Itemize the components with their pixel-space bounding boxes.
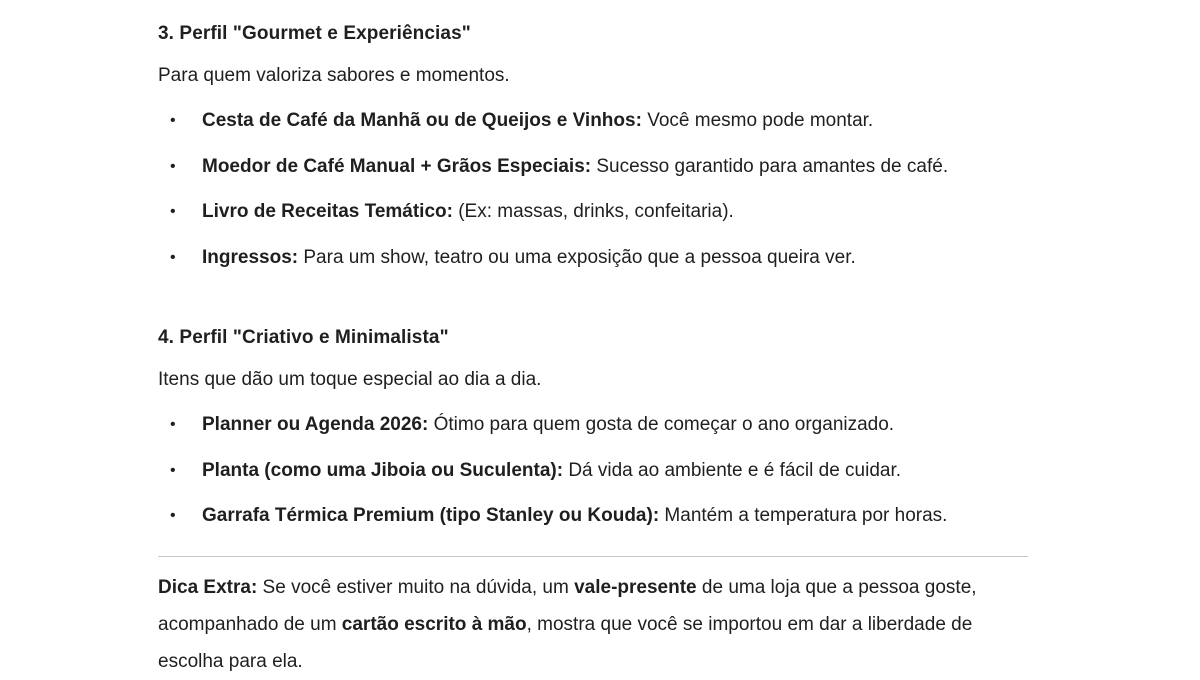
item-title: Livro de Receitas Temático: xyxy=(202,201,453,222)
item-text: (Ex: massas, drinks, confeitaria). xyxy=(452,201,734,222)
tip-text: de uma loja que a pessoa goste, acompanhado de um xyxy=(158,576,977,635)
list-item xyxy=(158,98,1038,144)
bullet-icon: • xyxy=(170,507,176,524)
tip-label: Dica Extra: xyxy=(158,576,258,598)
horizontal-divider xyxy=(158,556,1028,557)
section-4-title: 4. Perfil "Criativo e Minimalista" xyxy=(158,327,449,348)
tip-text: , mostra que você se importou em dar a liberdade de escolha para ela. xyxy=(158,613,973,672)
list-item xyxy=(158,493,1038,539)
item-title: Garrafa Térmica Premium (tipo Stanley ou Kouda): xyxy=(202,505,660,526)
section-4-intro: Itens que dão um toque especial ao dia a dia. xyxy=(158,369,542,390)
item-text: Dá vida ao ambiente e é fácil de cuidar. xyxy=(563,459,902,481)
section-3-list xyxy=(158,98,1038,280)
item-text: Você mesmo pode montar. xyxy=(641,110,874,131)
item-text: Sucesso garantido para amantes de café. xyxy=(591,155,949,177)
tip-paragraph xyxy=(158,569,998,680)
bullet-icon: • xyxy=(170,157,176,175)
item-text: Ótimo para quem gosta de começar o ano organizado. xyxy=(428,414,895,435)
list-item xyxy=(158,189,1038,235)
bullet-icon: • xyxy=(170,461,176,479)
section-3-title: 3. Perfil "Gourmet e Experiências" xyxy=(158,23,471,44)
bullet-icon: • xyxy=(170,112,176,129)
item-title: Planner ou Agenda 2026: xyxy=(202,414,429,435)
list-item xyxy=(158,402,1038,448)
section-4-list xyxy=(158,402,1038,539)
tip-highlight-gift-card: vale-presente xyxy=(574,576,697,598)
item-title: Ingressos: xyxy=(202,246,299,268)
section-3-intro: Para quem valoriza sabores e momentos. xyxy=(158,65,510,86)
item-text: Para um show, teatro ou uma exposição que a pessoa queira ver. xyxy=(298,246,856,268)
tip-highlight-handwritten-card: cartão escrito à mão xyxy=(341,613,527,635)
item-title: Cesta de Café da Manhã ou de Queijos e Vinhos: xyxy=(202,110,642,131)
list-item xyxy=(158,448,1038,494)
section-spacer xyxy=(158,280,1038,318)
bullet-icon: • xyxy=(170,248,176,266)
item-title: Planta (como uma Jiboia ou Suculenta): xyxy=(202,459,564,481)
bullet-icon: • xyxy=(170,416,176,433)
tip-text: Se você estiver muito na dúvida, um xyxy=(257,576,575,598)
item-text: Mantém a temperatura por horas. xyxy=(659,505,948,526)
list-item xyxy=(158,235,1038,281)
bullet-icon: • xyxy=(170,203,176,220)
document-content xyxy=(158,14,1038,680)
item-title: Moedor de Café Manual + Grãos Especiais: xyxy=(202,155,592,177)
list-item xyxy=(158,144,1038,190)
